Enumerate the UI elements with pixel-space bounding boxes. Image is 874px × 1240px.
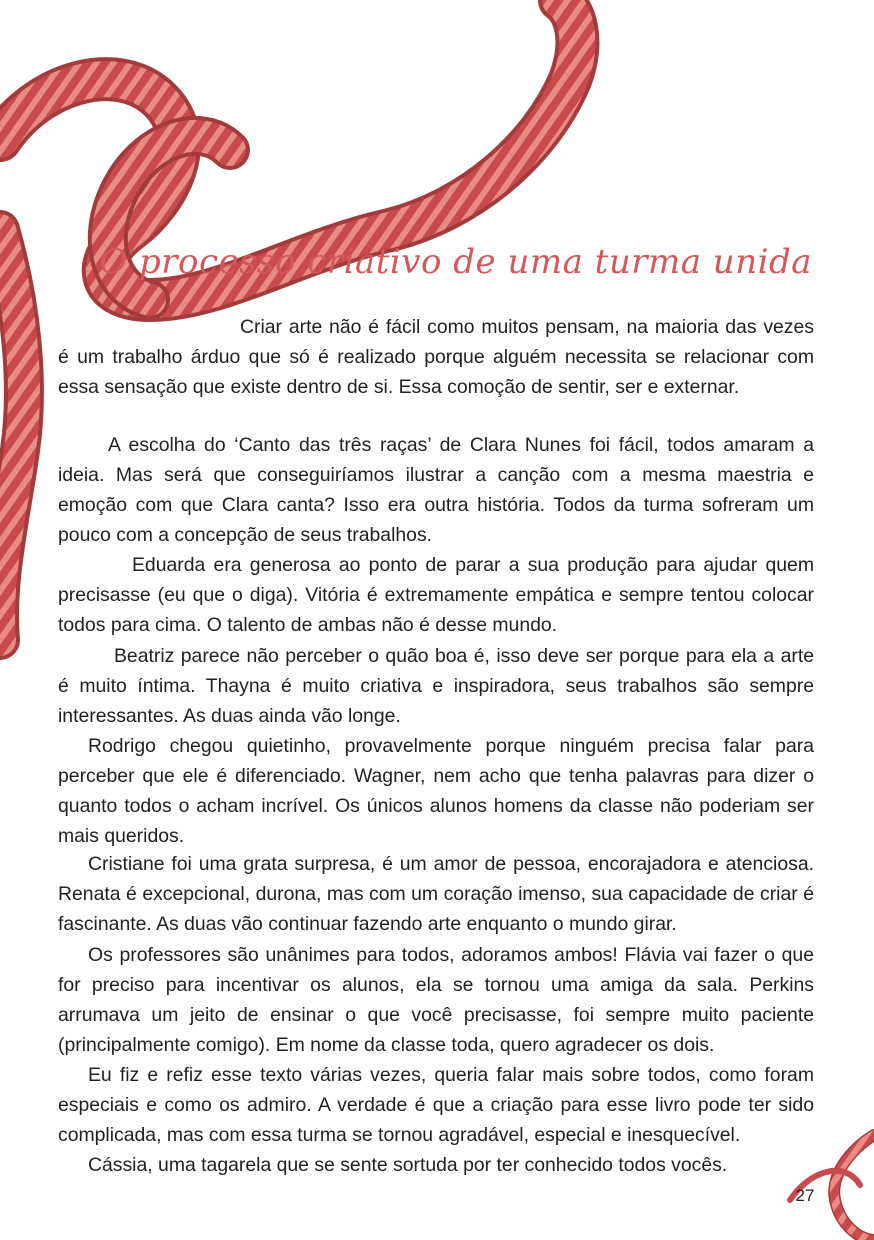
paragraph-5: Rodrigo chegou quietinho, provavelmente porque ninguém precisa falar para perceber que ele é diferenciado. Wagner, nem acho que tenha palavras para dizer o quanto todos o acham incrível. Os únicos alunos homens da classe não poderiam ser mais queridos. bbox=[58, 735, 814, 847]
paragraph-3: Eduarda era generosa ao ponto de parar a sua produção para ajudar quem precisasse (eu que o diga). Vitória é extremamente empática e sempre tentou colocar todos para cima. O talento de ambas não é desse mundo. bbox=[58, 554, 814, 636]
paragraph-2: A escolha do ‘Canto das três raças’ de Clara Nunes foi fácil, todos amaram a ideia. Mas será que conseguiríamos ilustrar a canção com a mesma maestria e emoção com que Clara canta? Isso era outra história. Todos da turma sofreram um pouco com a concepção de seus trabalhos. bbox=[58, 434, 814, 546]
paragraph-4: Beatriz parece não perceber o quão boa é, isso deve ser porque para ela a arte é muito íntima. Thayna é muito criativa e inspiradora, seus trabalhos são sempre interessantes. As duas ainda vão longe. bbox=[58, 645, 814, 727]
chapter-title: O processo criativo de uma turma unida bbox=[99, 242, 812, 282]
page-number: 27 bbox=[795, 1186, 815, 1205]
paragraph-8: Eu fiz e refiz esse texto várias vezes, queria falar mais sobre todos, como foram especiais e como os admiro. A verdade é que a criação para esse livro pode ter sido complicada, mas com essa turma se tornou agradável, especial e inesquecível. bbox=[58, 1064, 814, 1146]
paragraph-1: Criar arte não é fácil como muitos pensam, na maioria das vezes é um trabalho árduo que só é realizado porque alguém necessita se relacionar com essa sensação que existe dentro de si. Essa comoção de sentir, ser e externar. bbox=[58, 316, 814, 398]
paragraph-7: Os professores são unânimes para todos, adoramos ambos! Flávia vai fazer o que for preciso para incentivar os alunos, ela se tornou uma amiga da sala. Perkins arrumava um jeito de ensinar o que você precisasse, foi sempre muito paciente (principalmente comigo). Em nome da classe toda, quero agradecer os dois. bbox=[58, 944, 814, 1056]
paragraph-6: Cristiane foi uma grata surpresa, é um amor de pessoa, encorajadora e atenciosa. Renata é excepcional, durona, mas com um coração imenso, sua capacidade de criar é fascinante. As duas vão continuar fazendo arte enquanto o mundo girar. bbox=[58, 853, 814, 935]
paragraph-9: Cássia, uma tagarela que se sente sortuda por ter conhecido todos vocês. bbox=[88, 1154, 728, 1176]
